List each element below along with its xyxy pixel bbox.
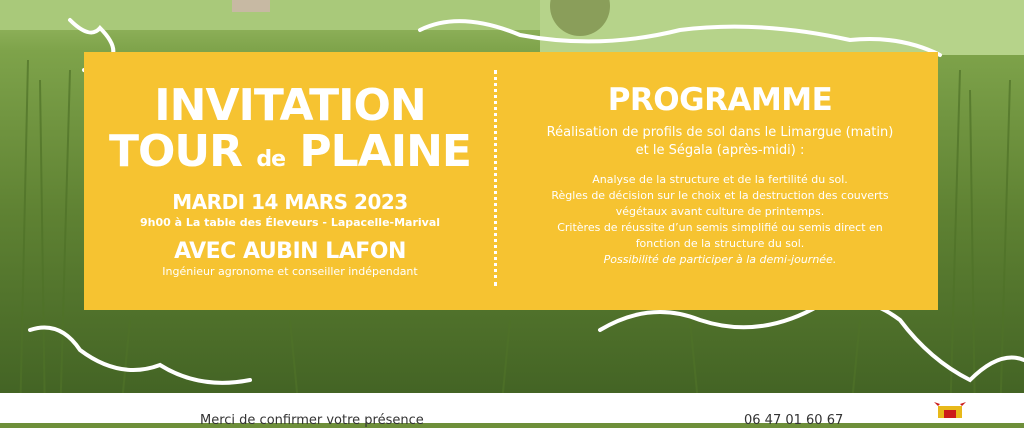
programme-title: PROGRAMME [607,82,833,118]
programme-item: végétaux avant culture de printemps. [615,205,825,218]
programme-note: Possibilité de participer à la demi-journée. [603,253,837,266]
event-title-part2: PLAINE [299,126,471,177]
programme-intro [510,124,930,160]
speaker-role: Ingénieur agronome et conseiller indépendant [162,265,418,278]
programme-section [510,82,930,268]
footer-phone: 06 47 01 60 67 [744,413,844,428]
programme-item: Analyse de la structure et de la fertilité du sol. [592,173,848,186]
event-date: MARDI 14 MARS 2023 [172,190,408,214]
event-title-de: de [256,147,286,172]
footer-bar [0,393,1024,428]
programme-items [510,172,930,268]
card-divider [494,70,497,286]
event-title-part1: TOUR [109,126,243,177]
programme-intro-line: et le Ségala (après-midi) : [635,143,805,158]
invitation-section [90,80,490,278]
cow-logo-icon [930,402,970,423]
programme-item: Critères de réussite d’un semis simplifié ou semis direct en [557,221,883,234]
event-place: 9h00 à La table des Éleveurs - Lapacelle-Marival [139,216,441,229]
programme-item: fonction de la structure du sol. [635,237,805,250]
programme-item: Règles de décision sur le choix et la destruction des couverts [551,189,889,202]
event-title [90,128,490,184]
speaker-name: AVEC AUBIN LAFON [174,239,406,264]
footer-text: Merci de confirmer votre présence [200,413,424,428]
invitation-title: INVITATION [154,80,426,131]
programme-intro-line: Réalisation de profils de sol dans le Limargue (matin) [546,125,894,140]
